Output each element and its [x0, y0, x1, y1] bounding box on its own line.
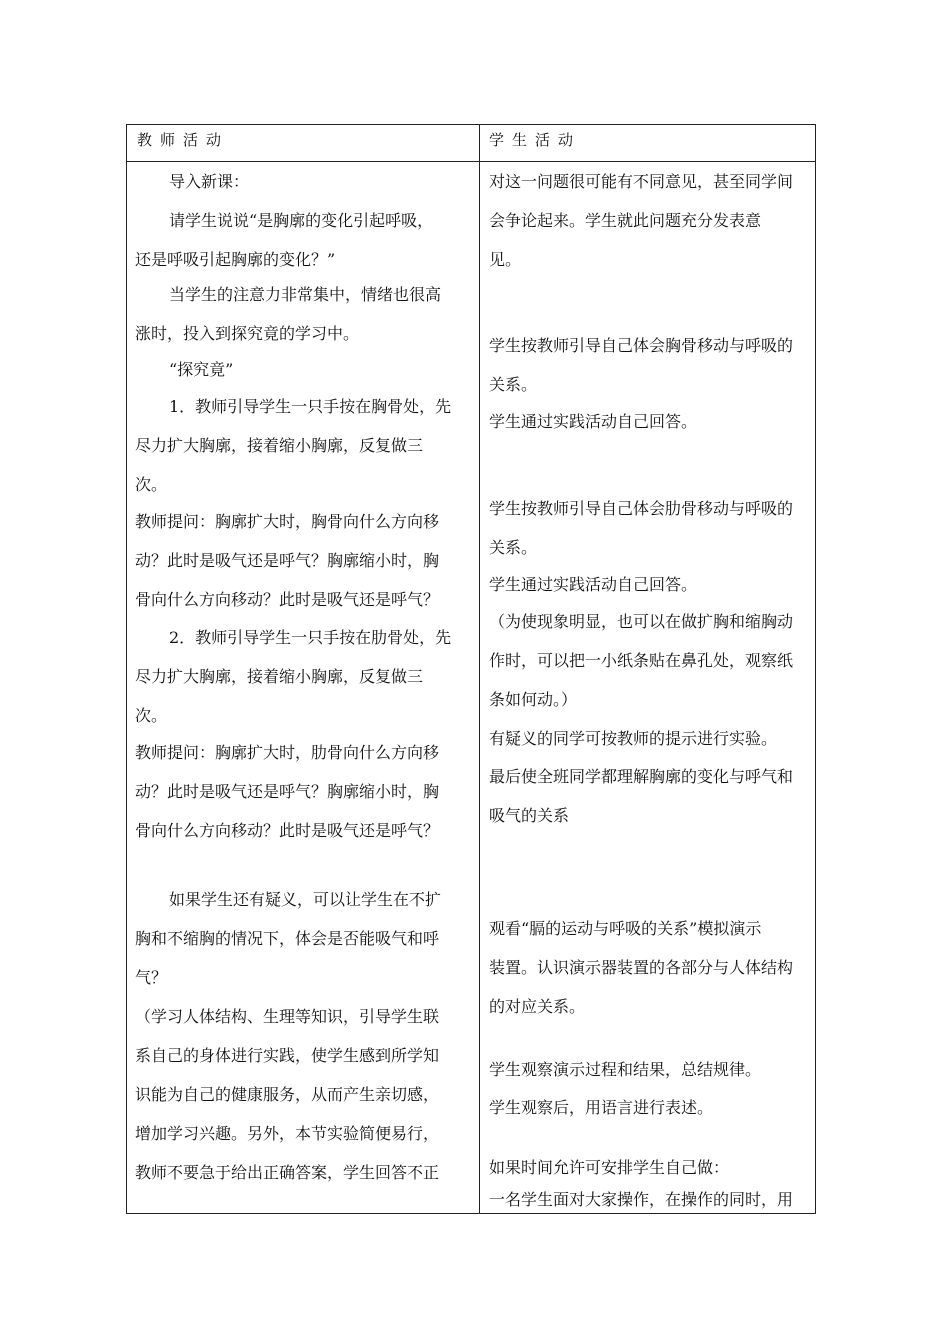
student-para-answer1: 学生通过实践活动自己回答。: [489, 412, 698, 431]
student-para-operate: 一名学生面对大家操作，在操作的同时，用: [489, 1190, 794, 1209]
student-para-answer2: 学生通过实践活动自己回答。: [489, 575, 698, 594]
teacher-para-explore-title: “探究竟”: [169, 360, 234, 379]
header-student-activity: 学生活动: [489, 131, 582, 149]
student-para-express: 学生观察后，用语言进行表述。: [489, 1098, 714, 1117]
student-para-observe: 学生观察演示过程和结果，总结规律。: [489, 1060, 762, 1079]
teacher-para-question: 请学生说说“是胸廓的变化引起呼吸， 还是呼吸引起胸廓的变化？”: [135, 211, 434, 269]
student-para-rib: 学生按教师引导自己体会肋骨移动与呼吸的 关系。: [489, 499, 794, 557]
teacher-para-attention: 当学生的注意力非常集中，情绪也很高 涨时，投入到探究竟的学习中。: [135, 285, 442, 343]
student-para-understand: 最后使全班同学都理解胸廓的变化与呼气和 吸气的关系: [489, 767, 794, 825]
teacher-para-intro: 导入新课：: [169, 172, 250, 191]
teacher-para-step1: 1．教师引导学生一只手按在胸骨处，先 尽力扩大胸廓，接着缩小胸廓，反复做三 次。: [135, 397, 452, 494]
teacher-para-question1: 教师提问：胸廓扩大时，胸骨向什么方向移 动？此时是吸气还是呼气？胸廓缩小时，胸 骨向什么方向移动？此时是吸气还是呼气？: [135, 512, 440, 609]
header-teacher-activity: 教师活动: [137, 131, 230, 149]
student-para-time: 如果时间允许可安排学生自己做：: [489, 1158, 730, 1177]
column-divider: [479, 125, 480, 1213]
student-para-paper-strip: （为使现象明显，也可以在做扩胸和缩胸动 作时，可以把一小纸条贴在鼻孔处，观察纸 条如何动。）: [489, 612, 794, 709]
teacher-para-note: （学习人体结构、生理等知识，引导学生联 系自己的身体进行实践，使学生感到所学知 识能为自己的健康服务，从而产生亲切感， 增加学习兴趣。另外，本节实验简便易行， 教师不要急于给出正确答案，学生回答不正: [135, 1007, 440, 1182]
student-para-experiment: 有疑义的同学可按教师的提示进行实验。: [489, 729, 778, 748]
teacher-para-step2: 2．教师引导学生一只手按在肋骨处，先 尽力扩大胸廓，接着缩小胸廓，反复做三 次。: [135, 628, 452, 725]
student-para-model: 观看“膈的运动与呼吸的关系”模拟演示 装置。认识演示器装置的各部分与人体结构 的对应关系。: [489, 919, 794, 1016]
teacher-para-doubt: 如果学生还有疑义，可以让学生在不扩 胸和不缩胸的情况下，体会是否能吸气和呼 气？: [135, 890, 442, 987]
teacher-para-question2: 教师提问：胸廓扩大时，肋骨向什么方向移 动？此时是吸气还是呼气？胸廓缩小时，胸 骨向什么方向移动？此时是吸气还是呼气？: [135, 743, 440, 840]
student-para-sternum: 学生按教师引导自己体会胸骨移动与呼吸的 关系。: [489, 336, 794, 394]
student-para-debate: 对这一问题很可能有不同意见，甚至同学间 会争论起来。学生就此问题充分发表意 见。: [489, 172, 794, 269]
lesson-table: [126, 124, 816, 1214]
